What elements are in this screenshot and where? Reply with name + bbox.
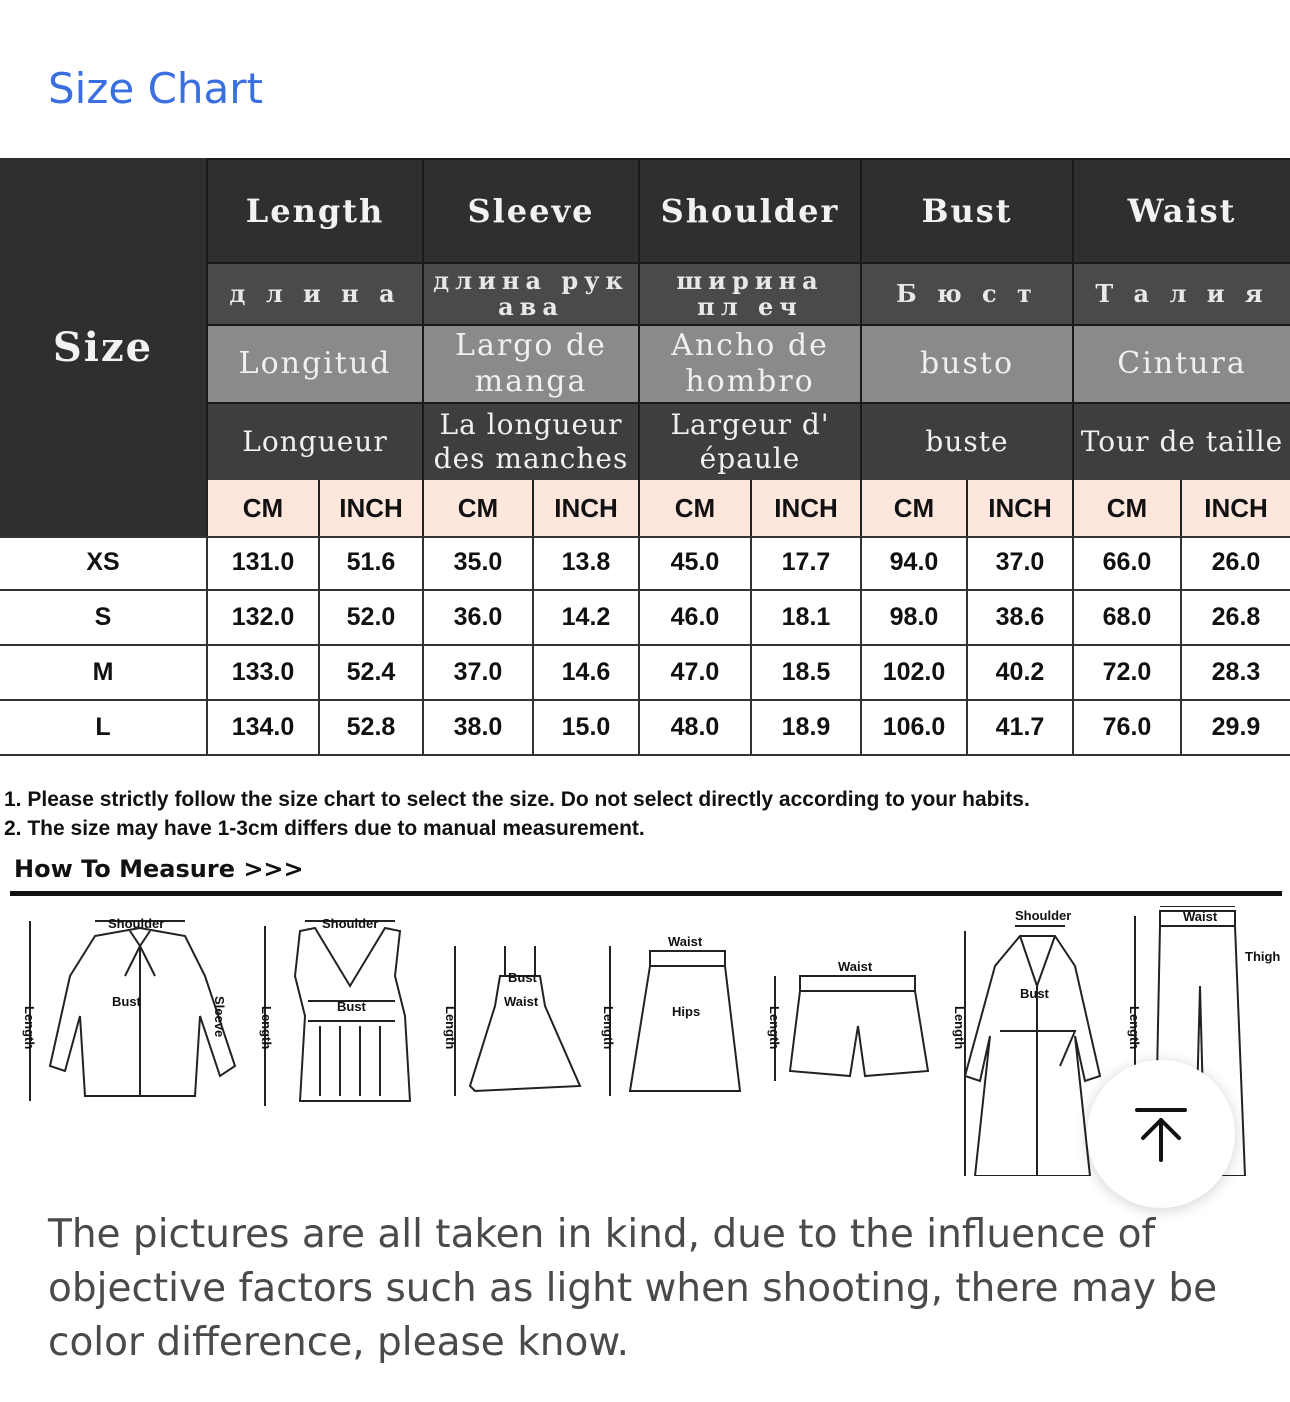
diagram-label-shoulder: Shoulder xyxy=(1015,908,1072,923)
table-cell: 131.0 xyxy=(206,536,318,591)
note-1: 1. Please strictly follow the size chart to select the size. Do not select directly according to your habits. xyxy=(4,788,1030,811)
diagram-label-length: Length xyxy=(259,1006,274,1050)
header-ru: длина рук ава xyxy=(422,262,638,324)
table-cell: 133.0 xyxy=(206,646,318,701)
table-cell: 46.0 xyxy=(638,591,750,646)
unit-header: CM xyxy=(638,480,750,536)
table-cell: 66.0 xyxy=(1072,536,1180,591)
header-ru: Б ю с т xyxy=(860,262,1072,324)
header-en: Waist xyxy=(1072,158,1290,262)
header-fr: Tour de taille xyxy=(1072,402,1290,480)
dress-diagram xyxy=(455,946,580,1096)
unit-header: CM xyxy=(860,480,966,536)
table-cell: 76.0 xyxy=(1072,701,1180,756)
table-cell: 52.8 xyxy=(318,701,422,756)
header-en: Length xyxy=(206,158,422,262)
diagram-label-length: Length xyxy=(767,1006,782,1050)
diagram-label-bust: Bust xyxy=(337,999,366,1014)
header-es: Cintura xyxy=(1072,324,1290,402)
table-cell: 18.1 xyxy=(750,591,860,646)
unit-header: INCH xyxy=(966,480,1072,536)
unit-header: CM xyxy=(206,480,318,536)
table-cell: 38.0 xyxy=(422,701,532,756)
how-to-measure-heading: How To Measure >>> xyxy=(14,855,304,883)
size-cell: L xyxy=(0,701,206,756)
diagram-label-length: Length xyxy=(952,1006,967,1050)
table-cell: 37.0 xyxy=(966,536,1072,591)
page-title: Size Chart xyxy=(48,64,263,113)
diagram-label-waist: Waist xyxy=(504,994,539,1009)
table-cell: 38.6 xyxy=(966,591,1072,646)
table-cell: 98.0 xyxy=(860,591,966,646)
header-ru: Т а л и я xyxy=(1072,262,1290,324)
diagram-label-waist: Waist xyxy=(1183,909,1218,924)
heading-divider xyxy=(10,891,1282,896)
header-fr: La longueur des manches xyxy=(422,402,638,480)
table-cell: 52.0 xyxy=(318,591,422,646)
table-cell: 28.3 xyxy=(1180,646,1290,701)
unit-header: INCH xyxy=(750,480,860,536)
table-top-border xyxy=(0,536,1290,538)
diagram-label-waist: Waist xyxy=(838,959,873,974)
skirt-diagram xyxy=(610,946,740,1096)
diagram-label-waist: Waist xyxy=(668,934,703,949)
table-cell: 13.8 xyxy=(532,536,638,591)
coat-diagram xyxy=(965,926,1100,1176)
table-cell: 72.0 xyxy=(1072,646,1180,701)
header-en: Sleeve xyxy=(422,158,638,262)
diagram-label-bust: Bust xyxy=(508,970,537,985)
diagram-label-bust: Bust xyxy=(112,994,141,1009)
unit-header: INCH xyxy=(532,480,638,536)
note-2: 2. The size may have 1-3cm differs due to manual measurement. xyxy=(4,817,645,840)
table-cell: 18.9 xyxy=(750,701,860,756)
table-cell: 37.0 xyxy=(422,646,532,701)
table-cell: 17.7 xyxy=(750,536,860,591)
header-en: Shoulder xyxy=(638,158,860,262)
header-ru: ширина пл еч xyxy=(638,262,860,324)
unit-header: CM xyxy=(422,480,532,536)
table-cell: 106.0 xyxy=(860,701,966,756)
table-cell: 15.0 xyxy=(532,701,638,756)
table-cell: 26.8 xyxy=(1180,591,1290,646)
diagram-label-length: Length xyxy=(22,1006,37,1050)
blouse-diagram xyxy=(30,921,235,1101)
diagram-label-length: Length xyxy=(443,1006,458,1050)
diagram-label-bust: Bust xyxy=(1020,986,1049,1001)
table-cell: 52.4 xyxy=(318,646,422,701)
diagram-label-shoulder: Shoulder xyxy=(322,916,379,931)
diagram-label-length: Length xyxy=(601,1006,616,1050)
table-cell: 36.0 xyxy=(422,591,532,646)
header-es: Ancho de hombro xyxy=(638,324,860,402)
table-cell: 14.6 xyxy=(532,646,638,701)
table-cell: 48.0 xyxy=(638,701,750,756)
diagram-label-sleeve: Sleeve xyxy=(212,996,227,1038)
color-difference-notice: The pictures are all taken in kind, due to the influence of objective factors such as light when shooting, there may be color difference, please know. xyxy=(48,1212,1218,1365)
header-es: Largo de manga xyxy=(422,324,638,402)
table-cell: 102.0 xyxy=(860,646,966,701)
header-fr: Longueur xyxy=(206,402,422,480)
size-cell: S xyxy=(0,591,206,646)
table-cell: 14.2 xyxy=(532,591,638,646)
table-cell: 26.0 xyxy=(1180,536,1290,591)
shorts-diagram xyxy=(775,976,928,1081)
diagram-label-hips: Hips xyxy=(672,1004,701,1019)
diagram-label-shoulder: Shoulder xyxy=(108,916,165,931)
size-header: Size xyxy=(52,323,154,371)
table-cell: 132.0 xyxy=(206,591,318,646)
table-cell: 51.6 xyxy=(318,536,422,591)
header-es: busto xyxy=(860,324,1072,402)
table-cell: 94.0 xyxy=(860,536,966,591)
header-en: Bust xyxy=(860,158,1072,262)
header-fr: buste xyxy=(860,402,1072,480)
table-cell: 47.0 xyxy=(638,646,750,701)
header-ru: д л и н а xyxy=(206,262,422,324)
table-cell: 35.0 xyxy=(422,536,532,591)
diagram-label-length: Length xyxy=(1127,1006,1142,1050)
table-cell: 134.0 xyxy=(206,701,318,756)
size-chart-image xyxy=(0,158,1290,1178)
unit-header: INCH xyxy=(318,480,422,536)
unit-header: INCH xyxy=(1180,480,1290,536)
unit-header: CM xyxy=(1072,480,1180,536)
diagram-label-thigh: Thigh xyxy=(1245,949,1281,964)
back-to-top-button[interactable] xyxy=(1087,1060,1235,1208)
size-cell: XS xyxy=(0,536,206,591)
header-fr: Largeur d' épaule xyxy=(638,402,860,480)
table-cell: 41.7 xyxy=(966,701,1072,756)
table-cell: 18.5 xyxy=(750,646,860,701)
size-cell: M xyxy=(0,646,206,701)
header-es: Longitud xyxy=(206,324,422,402)
table-cell: 40.2 xyxy=(966,646,1072,701)
table-cell: 68.0 xyxy=(1072,591,1180,646)
table-cell: 29.9 xyxy=(1180,701,1290,756)
table-cell: 45.0 xyxy=(638,536,750,591)
arrow-up-to-top-icon xyxy=(1131,1104,1191,1164)
